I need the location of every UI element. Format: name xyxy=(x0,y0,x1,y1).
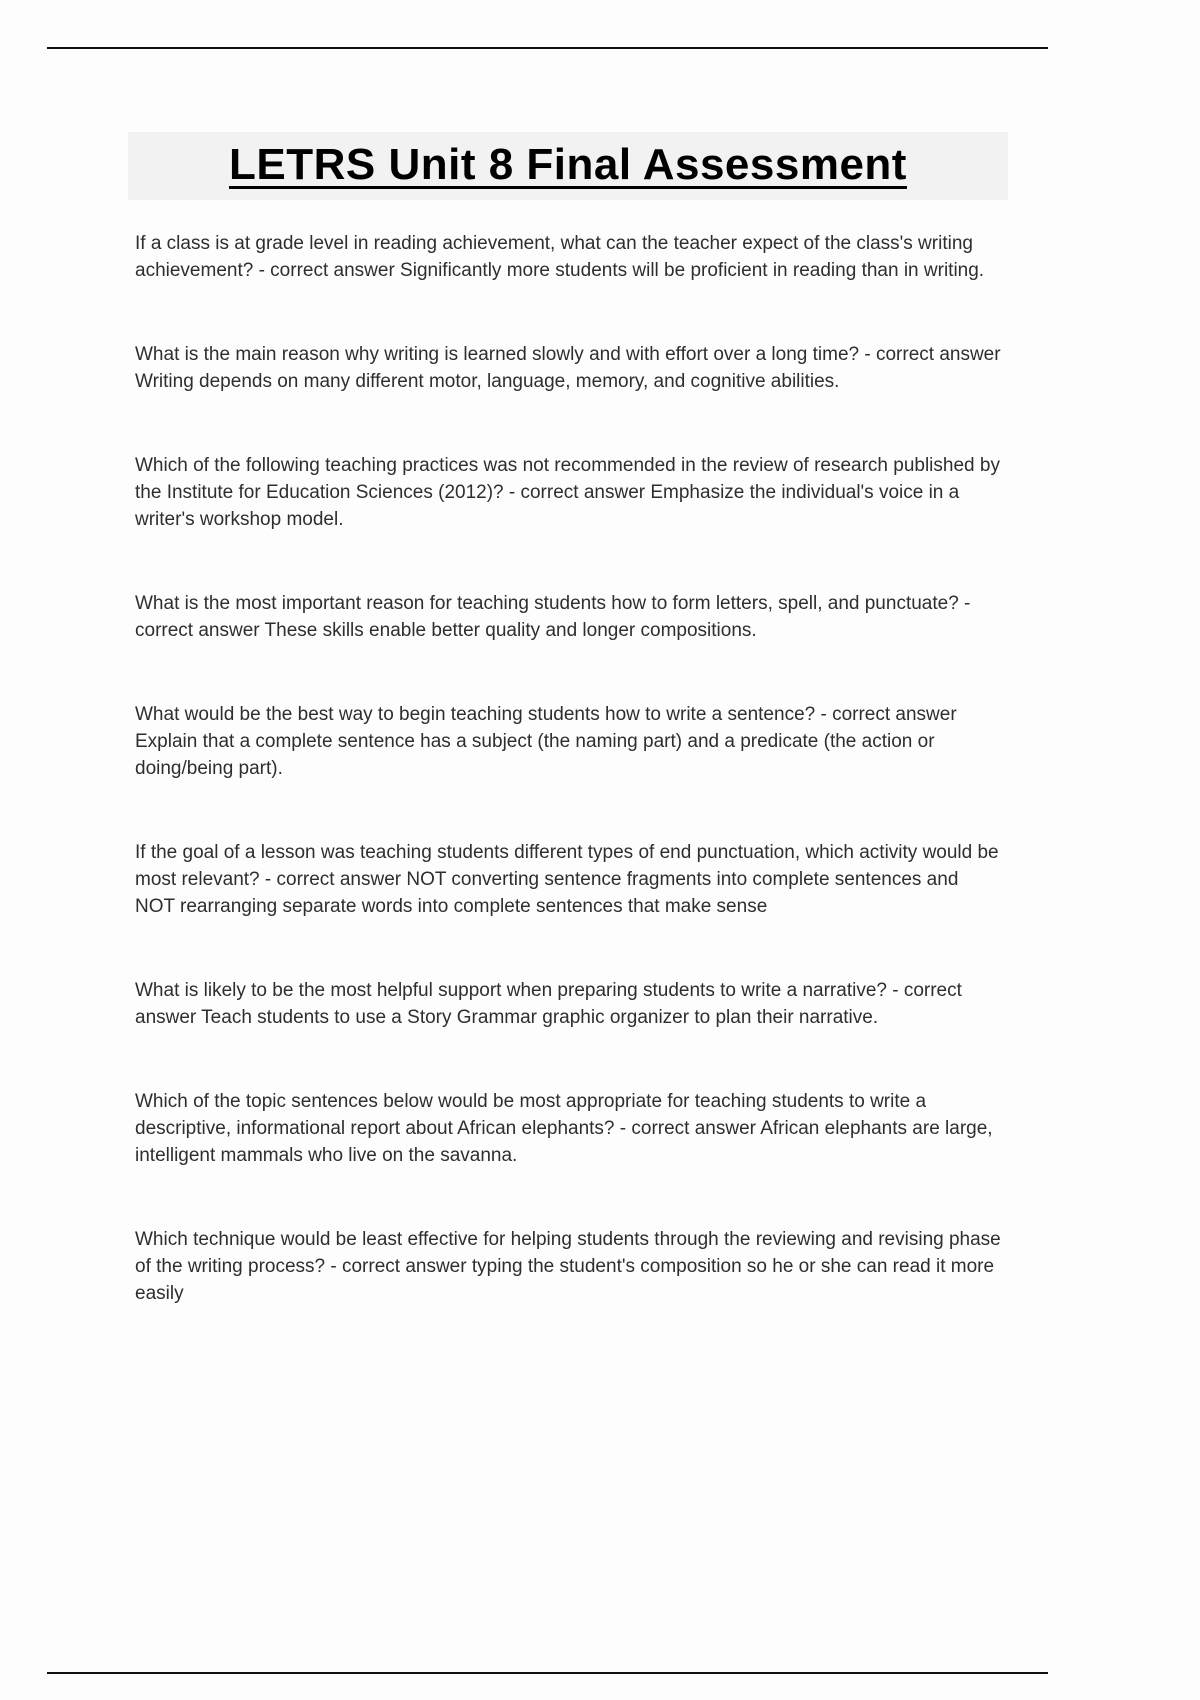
qa-item: Which technique would be least effective for helping students through the reviewing and revising phase of the writing process? - correct answer typing the student's composition so he or she can read it more easily xyxy=(135,1229,1001,1304)
document-body xyxy=(135,230,1001,1307)
qa-item: If a class is at grade level in reading achievement, what can the teacher expect of the class's writing achievement? - correct answer Significantly more students will be proficient in reading than in writing. xyxy=(135,233,985,281)
qa-item: What would be the best way to begin teaching students how to write a sentence? - correct answer Explain that a complete sentence has a subject (the naming part) and a predicate (the action or doing/being part). xyxy=(135,704,957,779)
qa-item: What is the most important reason for teaching students how to form letters, spell, and punctuate? - correct answer These skills enable better quality and longer compositions. xyxy=(135,593,971,641)
title-banner xyxy=(128,132,1008,200)
page-title: LETRS Unit 8 Final Assessment xyxy=(229,140,907,189)
qa-item: What is likely to be the most helpful support when preparing students to write a narrative? - correct answer Teach students to use a Story Grammar graphic organizer to plan their narrative. xyxy=(135,980,962,1028)
qa-item: Which of the following teaching practices was not recommended in the review of research published by the Institute for Education Sciences (2012)? - correct answer Emphasize the individual's voice in a writer's workshop model. xyxy=(135,455,1000,530)
qa-item: If the goal of a lesson was teaching students different types of end punctuation, which activity would be most relevant? - correct answer NOT converting sentence fragments into complete sentences and NOT rearranging separate words into complete sentences that make sense xyxy=(135,842,999,917)
top-rule xyxy=(47,47,1048,49)
qa-item: What is the main reason why writing is learned slowly and with effort over a long time? - correct answer Writing depends on many different motor, language, memory, and cognitive abilities. xyxy=(135,344,1001,392)
bottom-rule xyxy=(47,1672,1048,1674)
qa-item: Which of the topic sentences below would be most appropriate for teaching students to write a descriptive, informational report about African elephants? - correct answer African elephants are large, intelligent mammals who live on the savanna. xyxy=(135,1091,993,1166)
